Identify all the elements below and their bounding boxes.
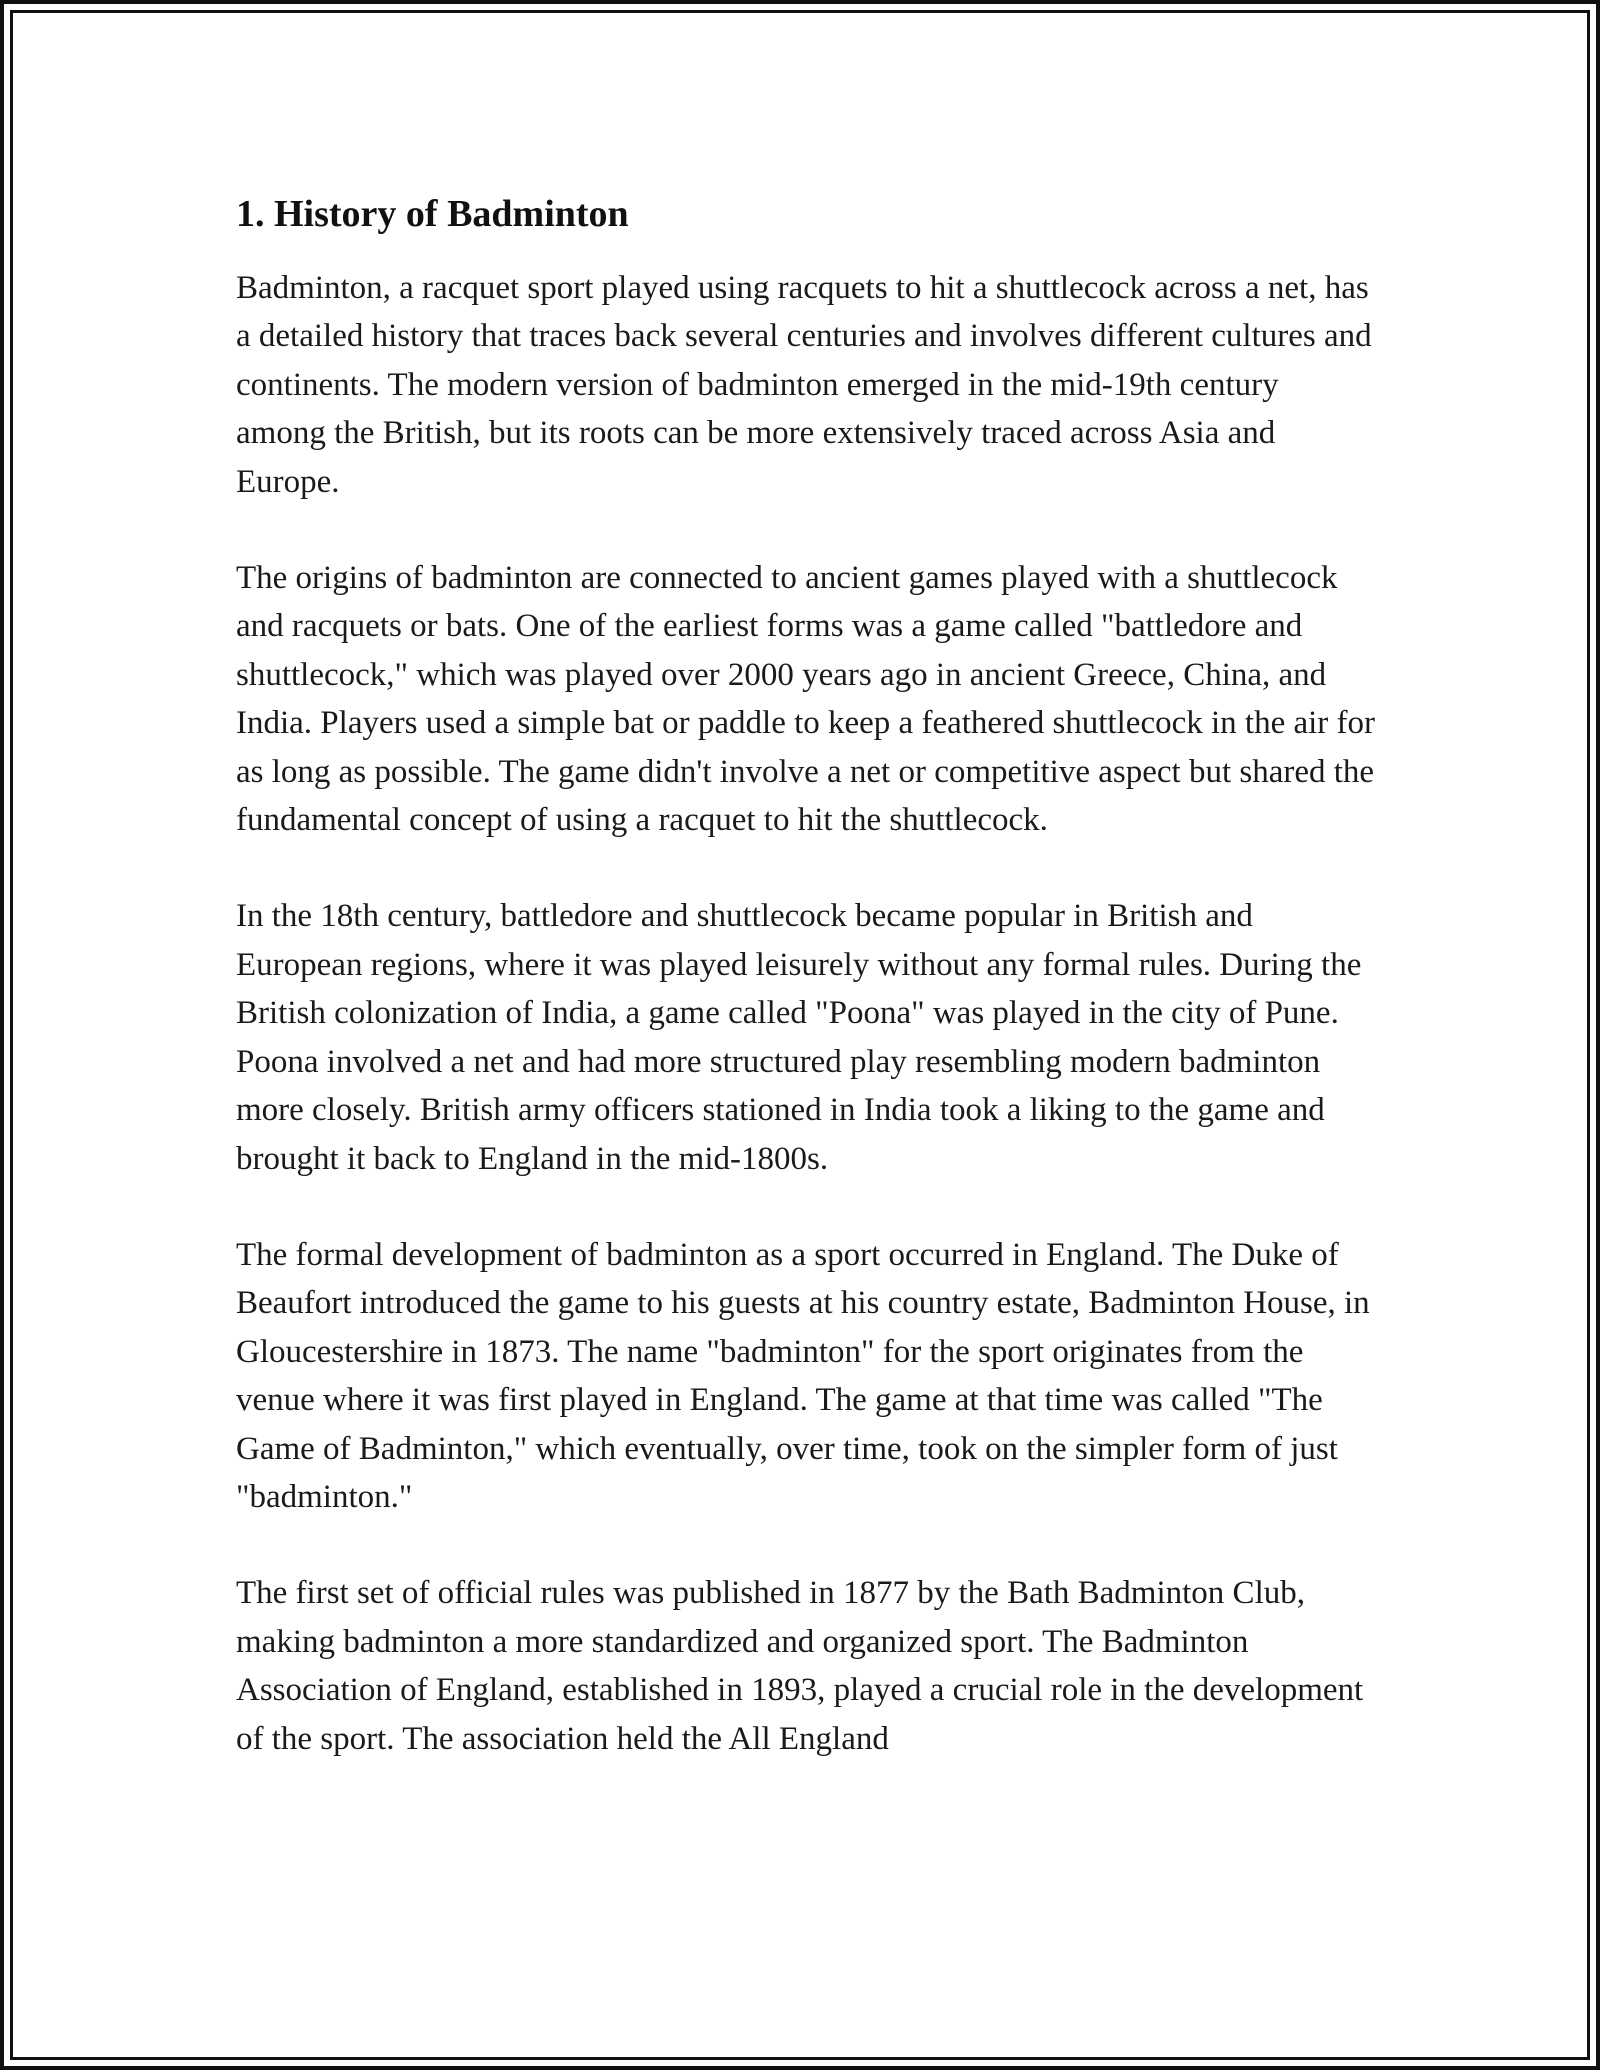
paragraph-origins: The origins of badminton are connected to ancient games played with a shuttlecock and racquets or bats. One of the earliest forms was a game called "battledore and shuttlecock," which was played over 2000 years ago in ancient Greece, China, and India. Players used a simple bat or paddle to keep a feathered shuttlecock in the air for as long as possible. The game didn't involve a net or competitive aspect but shared the fundamental concept of using a racquet to hit the shuttlecock. — [236, 560, 1375, 839]
page-title: 1. History of Badminton — [236, 193, 629, 235]
paragraph-intro: Badminton, a racquet sport played using racquets to hit a shuttlecock across a net, has a detailed history that traces back several centuries and involves different cultures and continents. The modern version of badminton emerged in the mid-19th century among the British, but its roots can be more extensively traced across Asia and Europe. — [236, 270, 1372, 500]
paragraph-official-rules: The first set of official rules was published in 1877 by the Bath Badminton Club, making badminton a more standardized and organized sport. The Badminton Association of England, established in 1893, played a crucial role in the development of the sport. The association held the All England — [236, 1575, 1364, 1757]
document-body — [236, 186, 1376, 1811]
paragraph-formal-development: The formal development of badminton as a sport occurred in England. The Duke of Beaufort introduced the game to his guests at his country estate, Badminton House, in Gloucestershire in 1873. The name "badminton" for the sport originates from the venue where it was first played in England. The game at that time was called "The Game of Badminton," which eventually, over time, took on the simpler form of just "badminton." — [236, 1236, 1370, 1515]
paragraph-18th-century: In the 18th century, battledore and shuttlecock became popular in British and European regions, where it was played leisurely without any formal rules. During the British colonization of India, a game called "Poona" was played in the city of Pune. Poona involved a net and had more structured play resembling modern badminton more closely. British army officers stationed in India took a liking to the game and brought it back to England in the mid-1800s. — [236, 898, 1362, 1177]
